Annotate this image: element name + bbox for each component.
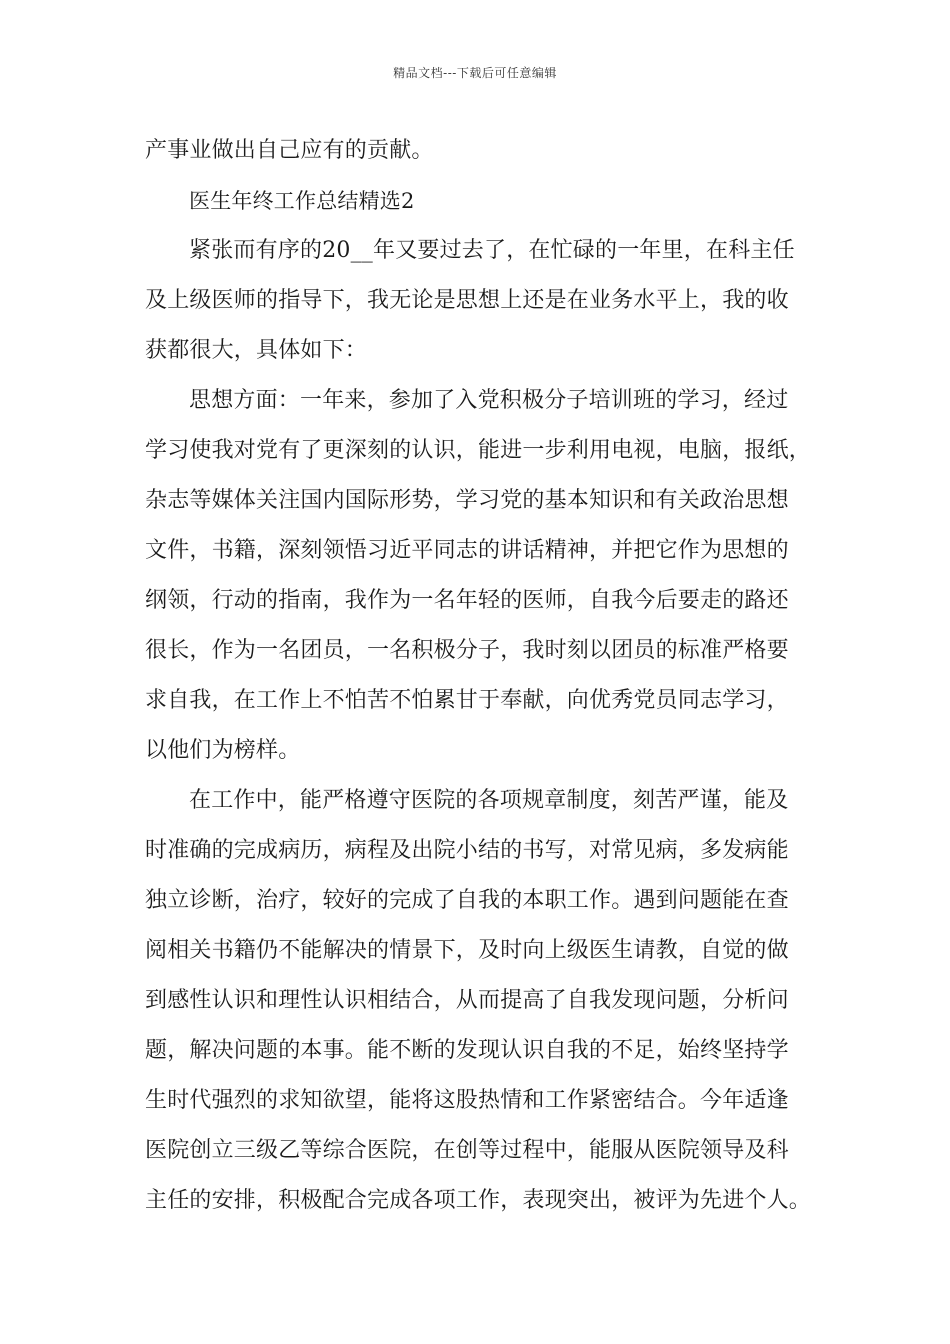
text-line: 很长，作为一名团员，一名积极分子，我时刻以团员的标准严格要 [145,638,789,663]
text-line: 到感性认识和理性认识相结合，从而提高了自我发现问题，分析问 [145,988,789,1013]
text-line: 独立诊断，治疗，较好的完成了自我的本职工作。遇到问题能在查 [145,888,789,913]
text-line: 主任的安排，积极配合完成各项工作，表现突出，被评为先进个人。 [145,1188,812,1213]
page-header: 精品文档---下载后可任意编辑 [393,66,557,80]
text-line: 医院创立三级乙等综合医院，在创等过程中，能服从医院领导及科 [145,1138,789,1163]
section-title: 医生年终工作总结精选2 [189,189,415,213]
text-line: 产事业做出自己应有的贡献。 [145,138,434,163]
document-body [145,126,825,1226]
text-line: 紧张而有序的20__年又要过去了，在忙碌的一年里，在科主任 [189,238,795,263]
text-line: 学习使我对党有了更深刻的认识，能进一步利用电视，电脑，报纸， [145,438,812,463]
text-line: 杂志等媒体关注国内国际形势，学习党的基本知识和有关政治思想 [145,488,789,513]
text-line: 阅相关书籍仍不能解决的情景下，及时向上级医生请教，自觉的做 [145,938,789,963]
text-line: 求自我，在工作上不怕苦不怕累甘于奉献，向优秀党员同志学习， [145,688,789,713]
text-line: 思想方面：一年来，参加了入党积极分子培训班的学习，经过 [189,388,789,413]
text-line: 文件，书籍，深刻领悟习近平同志的讲话精神，并把它作为思想的 [145,538,789,563]
text-line: 及上级医师的指导下，我无论是思想上还是在业务水平上，我的收 [145,288,789,313]
text-line: 纲领，行动的指南，我作为一名年轻的医师，自我今后要走的路还 [145,588,789,613]
text-line: 以他们为榜样。 [145,738,301,763]
text-line: 获都很大，具体如下： [145,338,368,363]
text-line: 时准确的完成病历，病程及出院小结的书写，对常见病，多发病能 [145,838,789,863]
text-line: 在工作中，能严格遵守医院的各项规章制度，刻苦严谨，能及 [189,788,789,813]
text-line: 题，解决问题的本事。能不断的发现认识自我的不足，始终坚持学 [145,1038,789,1063]
text-line: 生时代强烈的求知欲望，能将这股热情和工作紧密结合。今年适逢 [145,1088,789,1113]
